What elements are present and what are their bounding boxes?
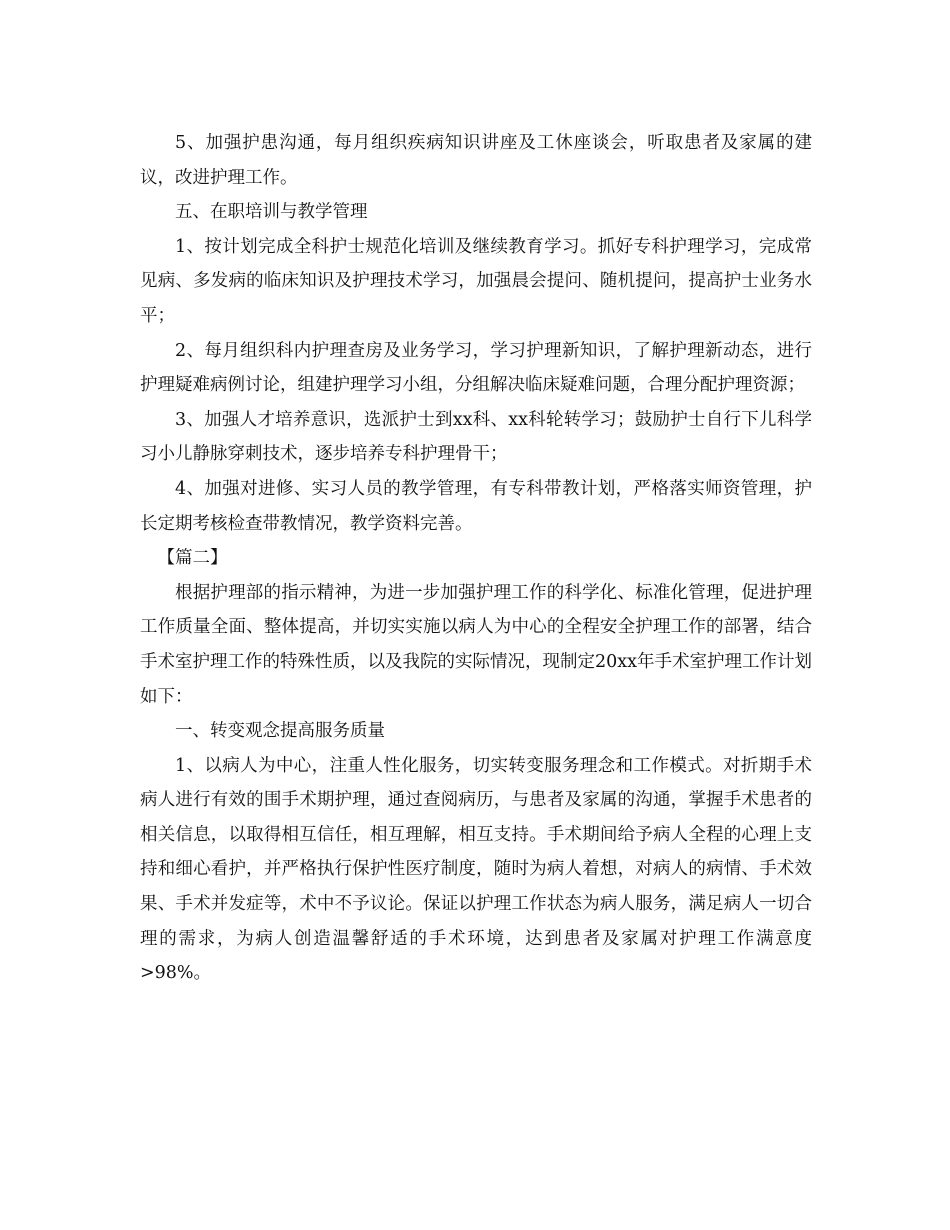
- paragraph-intro: 根据护理部的指示精神，为进一步加强护理工作的科学化、标准化管理，促进护理工作质量全面、整体提高，并切实实施以病人为中心的全程安全护理工作的部署，结合手术室护理工作的特殊性质，以及我院的实际情况，现制定20xx年手术室护理工作计划如下：: [140, 582, 813, 707]
- paragraph-item-3-talent: 3、加强人才培养意识，选派护士到xx科、xx科轮转学习；鼓励护士自行下儿科学习小儿静脉穿刺技术，逐步培养专科护理骨干；: [140, 409, 812, 465]
- paragraph-item-1-training-plan: 1、按计划完成全科护士规范化培训及继续教育学习。抓好专科护理学习，完成常见病、多发病的临床知识及护理技术学习，加强晨会提问、随机提问，提高护士业务水平；: [140, 236, 812, 326]
- paragraph-item-1-patient-centered: 1、以病人为中心，注重人性化服务，切实转变服务理念和工作模式。对折期手术病人进行有效的围手术期护理，通过查阅病历，与患者及家属的沟通，掌握手术患者的相关信息，以取得相互信任，相互理解，相互支持。手术期间给予病人全程的心理上支持和细心看护，并严格执行保护性医疗制度，随时为病人着想，对病人的病情、手术效果、手术并发症等，术中不予议论。保证以护理工作状态为病人服务，满足病人一切合理的需求，为病人创造温馨舒适的手术环境，达到患者及家属对护理工作满意度>98%。: [140, 755, 812, 984]
- paragraph-item-4-teaching: 4、加强对进修、实习人员的教学管理，有专科带教计划，严格落实师资管理，护长定期考核检查带教情况，教学资料完善。: [140, 478, 812, 534]
- section-heading-service: 一、转变观念提高服务质量: [175, 721, 385, 742]
- document-body: [140, 126, 812, 991]
- paragraph-item-5-communication: 5、加强护患沟通，每月组织疾病知识讲座及工休座谈会，听取患者及家属的建议，改进护理工作。: [140, 133, 812, 188]
- section-heading-training: 五、在职培训与教学管理: [175, 202, 368, 223]
- section-label-part-two: 【篇二】: [157, 548, 228, 569]
- paragraph-item-2-rounds: 2、每月组织科内护理查房及业务学习，学习护理新知识，了解护理新动态，进行护理疑难病例讨论，组建护理学习小组，分组解决临床疑难问题，合理分配护理资源；: [140, 340, 812, 396]
